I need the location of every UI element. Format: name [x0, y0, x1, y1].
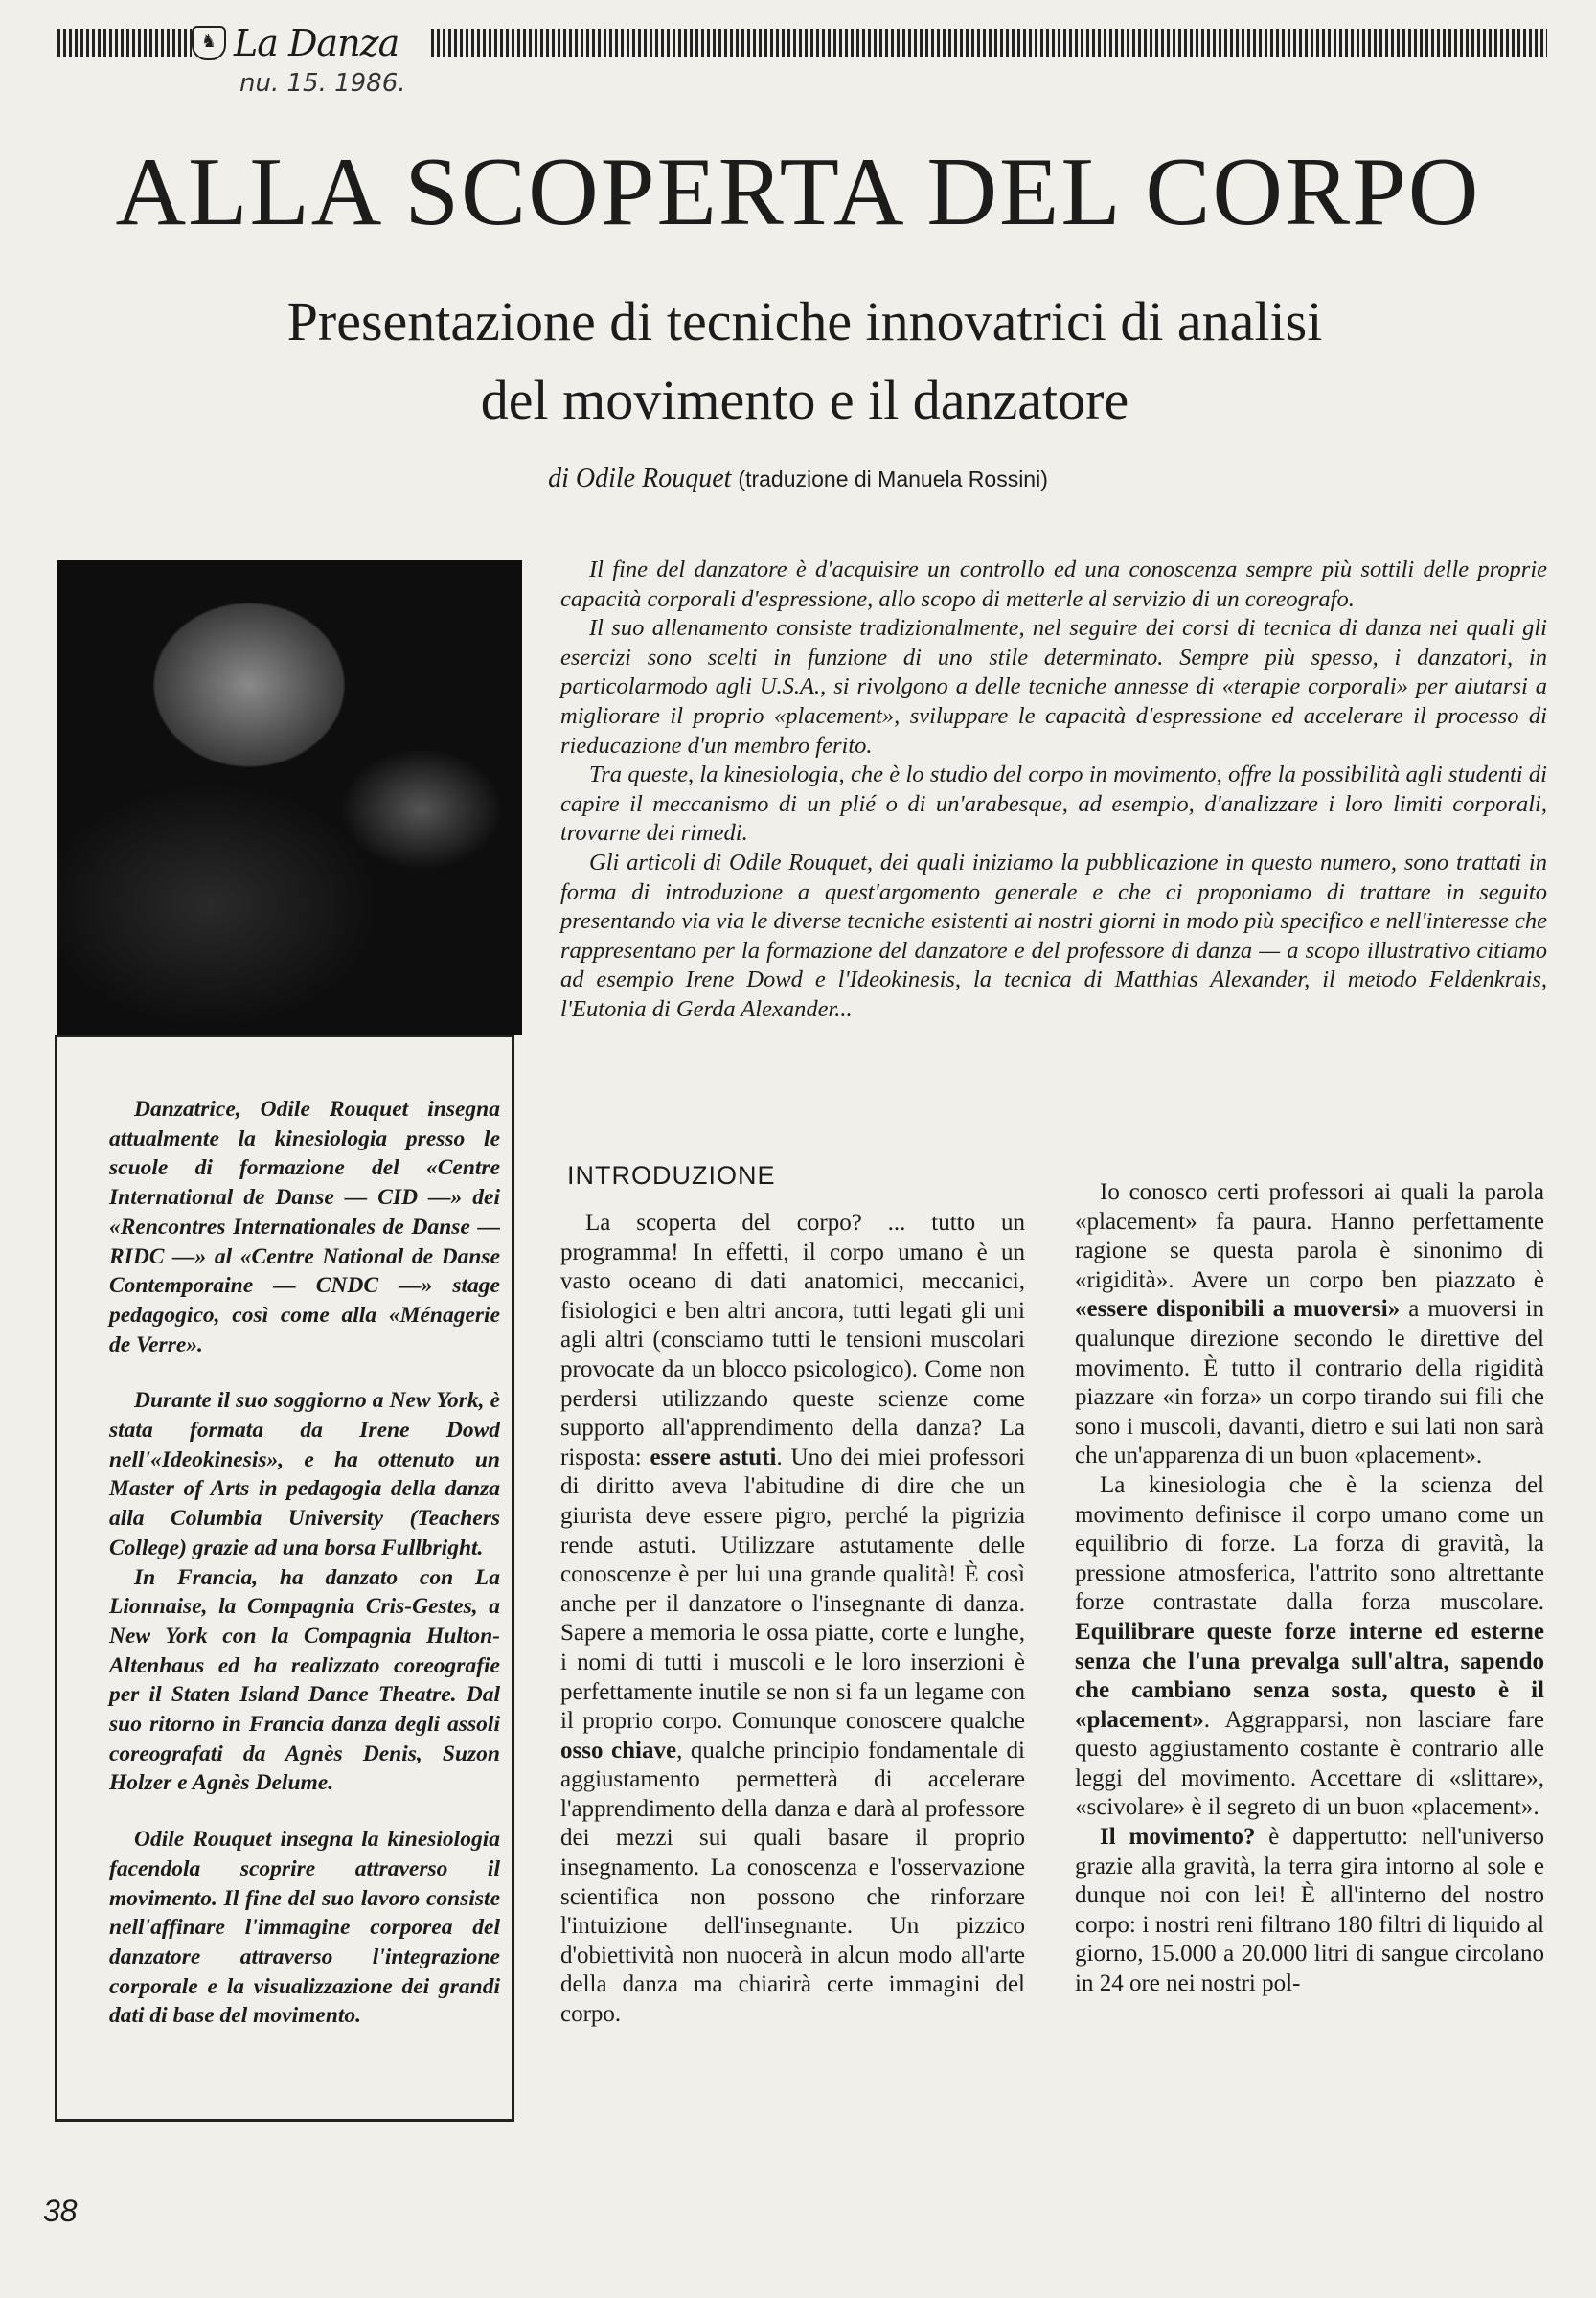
bio-paragraph: Odile Rouquet insegna la kinesiologia facendola scoprire attraverso il movimento. Il fine del suo lavoro consiste nell'affinare l'immagine corporea del danzatore attraverso l'integrazione corporale e la visualizzazione dei grandi dati di base del movimento. [109, 1827, 500, 2029]
text-run: è dappertutto: nell'universo grazie alla gravità, la terra gira intorno al sole e dunque noi con lei! È all'interno del nostro corpo: i nostri reni filtrano 180 filtri di liquido al giorno, 15.000 a 20.000 litri di sangue circolano in 24 ore nei nostri pol- [1075, 1824, 1544, 1997]
magazine-logo [192, 21, 426, 65]
bio-paragraph: Danzatrice, Odile Rouquet insegna attualmente la kinesiologia presso le scuole di formazione del «Centre International de Danse — CID —» dei «Rencontres Internationales de Danse — RIDC —» al «Centre National de Danse Contemporaine — CNDC —» stage pedagogico, così come alla «Ménagerie de Verre». [109, 1097, 500, 1357]
bold-run: essere astuti [650, 1444, 777, 1470]
bio-paragraph: In Francia, ha danzato con La Lionnaise, la Compagnia Cris-Gestes, a New York con la Compagnia Hulton-Altenhaus ed ha realizzato coreografie per il Staten Island Dance Theatre. Dal suo ritorno in Francia danza degli assoli coreografati da Agnès Denis, Suzon Holzer e Agnès Delume. [109, 1564, 500, 1796]
text-run: La kinesiologia che è la scienza del movimento definisce il corpo umano come un equilibrio di forze. La forza di gravità, la pressione atmosferica, l'attrito sono altrettante forze contrastate dalla forza muscolare. [1075, 1471, 1544, 1616]
handwritten-note: nu. 15. 1986. [239, 69, 406, 98]
bold-run: «essere disponibili a muoversi» [1075, 1296, 1401, 1323]
lead-paragraph: Gli articoli di Odile Rouquet, dei quali iniziamo la pubblicazione in questo numero, sono trattati in forma di introduzione a quest'argomento generale e che ci proponiamo di trattare in seguito presentando via via le diverse tecniche esistenti ai nostri giorni in modo più specifico e nell'interesse che rappresentano per la formazione del danzatore e del professore di danza — a scopo illustrativo citiamo ad esempio Irene Dowd e l'Ideokinesis, la tecnica di Matthias Alexander, il metodo Feldenkrais, l'Eutonia di Gerda Alexander... [560, 849, 1547, 1022]
article-title: ALLA SCOPERTA DEL CORPO [115, 138, 1481, 246]
section-heading: INTRODUZIONE [567, 1161, 776, 1190]
lead-paragraph: Tra queste, la kinesiologia, che è lo studio del corpo in movimento, offre la possibilità agli studenti di capire il meccanismo di un plié o di un'arabesque, ad esempio, d'analizzare i loro limiti corporali, trovarne dei rimedi. [560, 762, 1547, 847]
text-run: Io conosco certi professori ai quali la parola «placement» fa paura. Hanno perfettamente ragione se questa parola è sinonimo di «rigidità». Avere un corpo ben piazzato è [1075, 1179, 1544, 1293]
byline-author: di Odile Rouquet [548, 464, 732, 493]
bold-run: Il movimento? [1100, 1824, 1256, 1851]
body-paragraph [1075, 1178, 1544, 1471]
body-column-middle [560, 1209, 1025, 2030]
bold-run: Equilibrare queste forze interne ed esterne senza che l'una prevalga sull'altra, sapendo che cambiano senza sosta, questo è il «placement» [1075, 1618, 1544, 1733]
body-paragraph [1075, 1471, 1544, 1823]
text-run: a muoversi in qualunque direzione secondo le direttive del movimento. È tutto il contrario della rigidità piazzare «in forza» un corpo tirando sui fili che sono i muscoli, davanti, dietro e sui lati non sarà che un'apparenza di un buon «placement». [1075, 1296, 1544, 1469]
body-paragraph [1075, 1823, 1544, 1999]
bio-paragraph: Durante il suo soggiorno a New York, è stata formata da Irene Dowd nell'«Ideokinesis», e ha ottenuto un Master of Arts in pedagogia della danza alla Columbia University (Teachers College) grazie ad una borsa Fullbright. [109, 1388, 500, 1560]
body-column-right [1075, 1178, 1544, 1999]
lead-paragraph: Il suo allenamento consiste tradizionalmente, nel seguire dei corsi di tecnica di danza nei quali gli esercizi sono scelti in funzione di uno stile determinato. Sempre più spesso, i danzatori, in particolarmodo agli U.S.A., si rivolgono a delle tecniche annesse di «terapie corporali» per aiutarsi a migliorare il proprio «placement», sviluppare le capacità d'espressione ed accelerare il processo di rieducazione d'un membro ferito. [560, 615, 1547, 759]
masthead-rule-right [431, 29, 1547, 57]
author-bio-box [55, 1035, 514, 2122]
byline-translation: (traduzione di Manuela Rossini) [738, 466, 1048, 491]
lead-intro [560, 556, 1547, 1025]
masthead-rule-left [57, 29, 192, 57]
text-run: . Uno dei miei professori di diritto aveva l'abitudine di dire che un giurista deve essere pigro, perché la pigrizia rende astuti. Utilizzare astutamente delle conoscenze è per lui una grande qualità! È così anche per il danzatore o l'insegnante di danza. Sapere a memoria le ossa piatte, corte e lunghe, i nomi di tutti i muscoli e le loro inserzioni è perfettamente inutile se non si fa un legame con il proprio corpo. Comunque conoscere qualche [560, 1444, 1026, 1735]
text-run: . Aggrapparsi, non lasciare fare questo aggiustamento costante è contrario alle leggi del movimento. Accettare di «slittare», «scivolare» è il segreto di un buon «placement». [1075, 1706, 1544, 1821]
bold-run: osso chiave [560, 1737, 677, 1763]
subtitle-line-2: del movimento e il danzatore [480, 369, 1129, 431]
byline [0, 464, 1596, 494]
logo-text: La Danza [234, 22, 399, 64]
dancer-photo [57, 560, 522, 1035]
crest-icon: ♞ [192, 26, 226, 60]
body-paragraph [560, 1209, 1025, 2030]
text-run: , qualche principio fondamentale di aggiustamento permetterà di accelerare l'apprendimento della danza e darà al professore dei mezzi sui quali basare il proprio insegnamento. La conoscenza e l'osservazione scientifica non possono che rinforzare l'intuizione dell'insegnante. Un pizzico d'obiettività non nuocerà in alcun modo all'arte della danza ma chiarirà certe immagini del corpo. [560, 1737, 1025, 2028]
article-subtitle [96, 283, 1514, 440]
text-run: La scoperta del corpo? ... tutto un programma! In effetti, il corpo umano è un vasto oceano di dati anatomici, meccanici, fisiologici e ben altri ancora, tutti legati gli uni agli altri (consciamo tutti le tensioni muscolari provocate da un blocco psicologico). Come non perdersi utilizzando queste scienze come supporto all'apprendimento della danza? La risposta: [560, 1210, 1025, 1470]
subtitle-line-1: Presentazione di tecniche innovatrici di analisi [286, 290, 1323, 353]
lead-paragraph: Il fine del danzatore è d'acquisire un controllo ed una conoscenza sempre più sottili delle proprie capacità corporali d'espressione, allo scopo di metterle al servizio di un coreografo. [560, 557, 1547, 612]
page-number: 38 [43, 2194, 78, 2228]
